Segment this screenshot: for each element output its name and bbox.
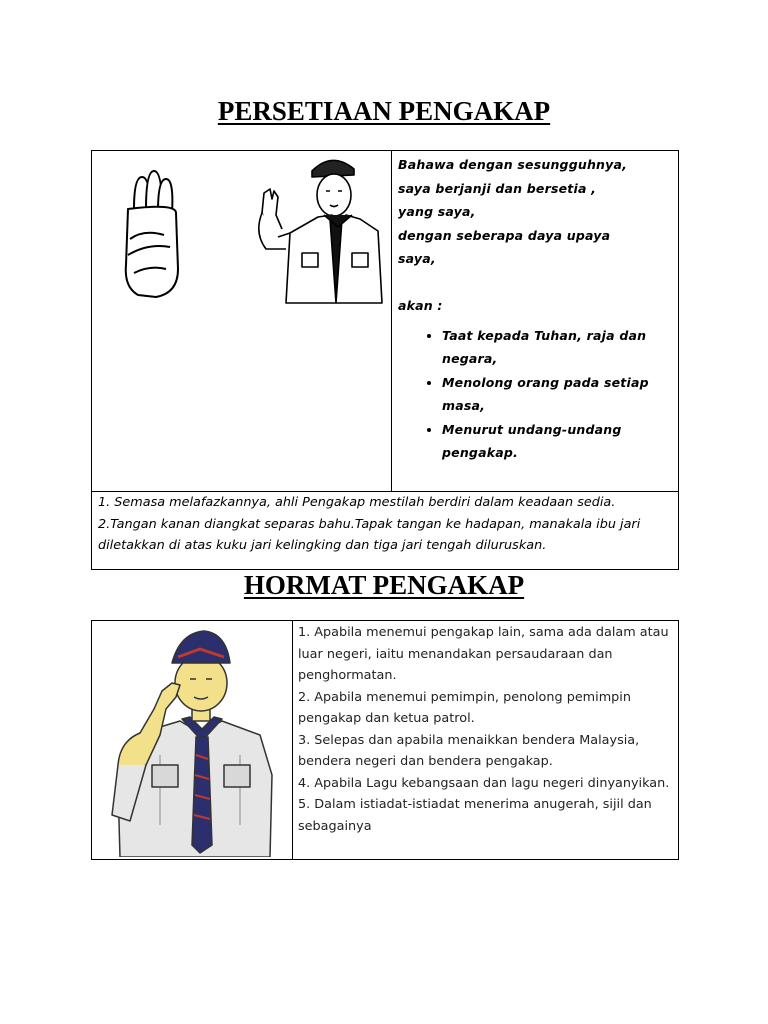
scout-raising-hand-icon — [242, 153, 392, 309]
salute-item: 4. Apabila Lagu kebangsaan dan lagu negeri dinyanyikan. — [298, 775, 670, 791]
oath-line: Bahawa dengan sesungguhnya, — [398, 157, 628, 172]
salute-title: HORMAT PENGAKAP — [243, 570, 525, 600]
scout-saluting-icon — [100, 625, 285, 857]
three-finger-salute-hand-icon — [120, 169, 184, 299]
pledge-table — [91, 150, 679, 570]
salute-list — [298, 622, 674, 837]
pledge-note: 2.Tangan kanan diangkat separas bahu.Tapak tangan ke hadapan, manakala ibu jari diletakkan di atas kuku jari kelingking dan tiga jari tengah diluruskan. — [98, 516, 641, 553]
pledge-text-cell — [392, 151, 678, 491]
salute-text-cell — [293, 621, 678, 859]
salute-item: 1. Apabila menemui pengakap lain, sama ada dalam atau luar negeri, iaitu menandakan persaudaraan dan penghormatan. — [298, 625, 669, 683]
pledge-notes-cell — [92, 491, 678, 570]
salute-item: 5. Dalam istiadat-istiadat menerima anugerah, sijil dan sebagainya — [298, 797, 652, 834]
oath-line: saya berjanji dan bersetia , — [398, 180, 597, 196]
pledge-illustration-cell — [92, 151, 392, 491]
akan-label: akan : — [398, 298, 443, 313]
oath-text — [398, 153, 674, 465]
pledge-notes — [98, 492, 674, 557]
salute-table — [91, 620, 679, 860]
pledge-title: PERSETIAAN PENGAKAP — [217, 96, 551, 126]
salute-item: 2. Apabila menemui pemimpin, penolong pemimpin pengakap dan ketua patrol. — [298, 689, 631, 726]
oath-line: yang saya, — [398, 204, 476, 219]
salute-illustration-cell — [92, 621, 293, 859]
oath-line: saya, — [398, 251, 436, 266]
oath-line: dengan seberapa daya upaya — [398, 227, 611, 243]
promise-item: • Menolong orang pada setiap masa, — [442, 371, 674, 418]
promise-item: • Taat kepada Tuhan, raja dan negara, — [442, 324, 674, 371]
salute-item: 3. Selepas dan apabila menaikkan bendera Malaysia, bendera negeri dan bendera pengakap. — [298, 732, 640, 769]
promise-item: • Menurut undang-undang pengakap. — [442, 418, 674, 465]
promise-list — [398, 324, 674, 465]
pledge-note: 1. Semasa melafazkannya, ahli Pengakap mestilah berdiri dalam keadaan sedia. — [98, 495, 616, 510]
